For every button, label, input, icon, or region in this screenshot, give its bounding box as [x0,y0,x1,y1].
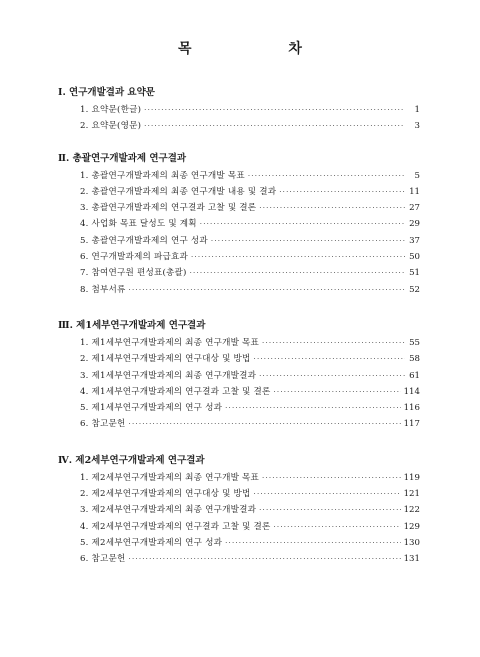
section-heading: Ⅲ. 제1세부연구개발과제 연구결과 [58,319,206,331]
toc-entry[interactable] [58,368,420,384]
dot-leader [211,233,405,249]
dot-leader [254,351,405,367]
entry-page-number: 50 [409,252,420,263]
dot-leader [259,200,405,216]
toc-entry[interactable] [58,486,420,502]
entry-label: 2. 제1세부연구개발과제의 연구대상 및 방법 [80,354,251,365]
entry-label: 6. 참고문헌 [80,554,126,565]
dot-leader [225,535,401,551]
toc-entry[interactable] [58,400,420,416]
toc-entry[interactable] [58,249,420,265]
entry-label: 2. 요약문(영문) [80,121,142,132]
entry-label: 2. 총괄연구개발과제의 최종 연구개발 내용 및 결과 [80,186,277,197]
entry-page-number: 114 [403,386,420,397]
page-title: 목 차 [178,41,348,57]
entry-page-number: 11 [409,186,420,197]
entry-page-number: 130 [403,537,420,548]
entry-page-number: 1 [414,105,420,115]
entry-page-number: 129 [403,521,420,532]
entry-label: 3. 제2세부연구개발과제의 최종 연구개발결과 [80,505,257,516]
entry-label: 3. 제1세부연구개발과제의 최종 연구개발결과 [80,370,257,381]
toc-entry[interactable] [58,282,420,298]
toc-entry[interactable] [58,184,420,200]
toc-entry[interactable] [58,216,420,232]
entry-label: 4. 제2세부연구개발과제의 연구결과 고찰 및 결론 [80,521,271,532]
table-of-contents [58,86,420,585]
entry-label: 1. 제2세부연구개발과제의 최종 연구개발 목표 [80,472,260,483]
dot-leader [190,265,405,281]
entry-label: 5. 제2세부연구개발과제의 연구 성과 [80,537,223,548]
section-heading: Ⅳ. 제2세부연구개발과제 연구결과 [58,454,205,466]
entry-label: 4. 제1세부연구개발과제의 연구결과 고찰 및 결론 [80,386,271,397]
entry-page-number: 61 [409,370,420,381]
entry-page-number: 52 [409,284,420,295]
toc-entry[interactable] [58,335,420,351]
toc-entry[interactable] [58,168,420,184]
dot-leader [254,486,401,502]
toc-entry[interactable] [58,351,420,367]
entry-page-number: 131 [403,554,420,565]
toc-section-2 [58,152,420,298]
entry-label: 6. 연구개발과제의 파급효과 [80,252,188,263]
toc-entry[interactable] [58,265,420,281]
dot-leader [273,519,400,535]
dot-leader [200,216,405,232]
entry-label: 7. 참여연구원 편성표(총괄) [80,268,187,279]
entry-page-number: 51 [409,268,420,279]
entry-page-number: 119 [403,472,420,483]
entry-page-number: 3 [414,121,420,132]
toc-entry[interactable] [58,416,420,432]
toc-section-4 [58,454,420,568]
entry-label: 5. 총괄연구개발과제의 연구 성과 [80,235,208,246]
dot-leader [273,384,400,400]
toc-entry[interactable] [58,551,420,567]
dot-leader [225,400,401,416]
toc-entry[interactable] [58,384,420,400]
entry-page-number: 121 [403,489,420,500]
entry-label: 3. 총괄연구개발과제의 연구결과 고찰 및 결론 [80,203,257,214]
toc-section-1 [58,86,420,135]
entry-page-number: 37 [409,235,420,246]
section-heading: Ⅱ. 총괄연구개발과제 연구결과 [58,152,187,164]
dot-leader [191,249,405,265]
entry-label: 1. 총괄연구개발과제의 최종 연구개발 목표 [80,170,245,181]
entry-label: 8. 첨부서류 [80,284,126,295]
entry-page-number: 58 [409,354,420,365]
dot-leader [129,282,405,298]
section-heading: Ⅰ. 연구개발결과 요약문 [58,87,155,98]
entry-page-number: 27 [409,203,420,214]
entry-label: 1. 제1세부연구개발과제의 최종 연구개발 목표 [80,337,260,348]
dot-leader [259,502,401,518]
dot-leader [279,184,405,200]
toc-entry[interactable] [58,200,420,216]
entry-page-number: 5 [414,170,420,181]
toc-entry[interactable] [58,519,420,535]
entry-label: 4. 사업화 목표 달성도 및 계획 [80,219,197,230]
toc-entry[interactable] [58,535,420,551]
dot-leader [262,470,401,486]
entry-page-number: 117 [403,419,420,430]
toc-entry[interactable] [58,470,420,486]
entry-page-number: 122 [403,505,420,516]
dot-leader [144,102,405,118]
dot-leader [262,335,405,351]
toc-entry[interactable] [58,233,420,249]
entry-page-number: 29 [409,219,420,230]
dot-leader [129,416,401,432]
entry-label: 1. 요약문(한글) [80,105,142,115]
entry-label: 5. 제1세부연구개발과제의 연구 성과 [80,403,223,414]
toc-entry[interactable] [58,118,420,134]
toc-section-3 [58,319,420,433]
entry-label: 2. 제2세부연구개발과제의 연구대상 및 방법 [80,489,251,500]
dot-leader [129,551,401,567]
entry-page-number: 55 [409,337,420,348]
entry-page-number: 116 [403,403,420,414]
toc-entry[interactable] [58,502,420,518]
entry-label: 6. 참고문헌 [80,419,126,430]
dot-leader [144,118,405,134]
toc-entry[interactable] [58,102,420,118]
dot-leader [248,168,405,184]
dot-leader [259,368,405,384]
